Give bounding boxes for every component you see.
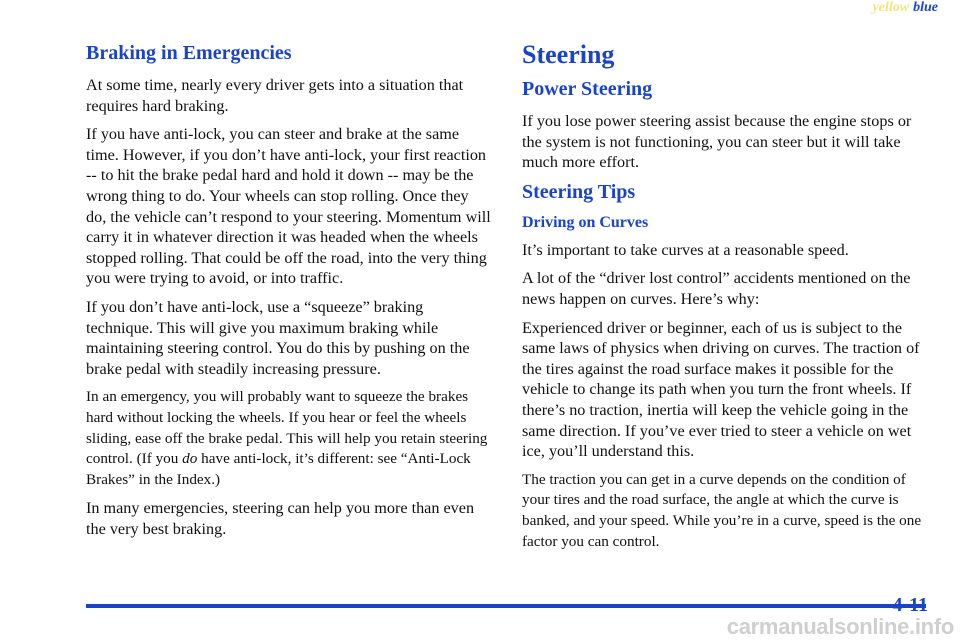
paragraph: The traction you can get in a curve depends on the condition of your tires and the road surface, the angle at which the curve is banked, and your speed. While you’re in a curve, speed is the one factor you can control.: [522, 470, 922, 550]
steering-tips-heading: Steering Tips: [522, 180, 636, 203]
paragraph: In many emergencies, steering can help you more than even the very best braking.: [86, 499, 475, 538]
paragraph: If you lose power steering assist because the engine stops or the system is not functioning, you can steer but it will take much more effort.: [522, 112, 912, 172]
braking-emergencies-heading: Braking in Emergencies: [86, 42, 292, 64]
italic-text: do: [182, 450, 198, 468]
paragraph: A lot of the “driver lost control” accidents mentioned on the news happen on curves. Here’s why:: [522, 269, 911, 308]
paragraph: At some time, nearly every driver gets into a situation that requires hard braking.: [86, 76, 464, 115]
color-word-blue: blue: [913, 0, 938, 15]
paragraph: Experienced driver or beginner, each of us is subject to the same laws of physics when driving on curves. The traction of the tires against the road surface makes it possible for the vehicle to change its path when you turn the front wheels. If there’s no traction, inertia will keep the vehicle going in the same direction. If you’ve ever tried to steer a vehicle on wet ice, you’ll understand this.: [522, 318, 920, 461]
paragraph: It’s important to take curves at a reasonable speed.: [522, 240, 849, 259]
site-watermark: carmanualsonline.info: [726, 614, 954, 639]
footer-rule: [86, 604, 926, 608]
right-column: [522, 38, 932, 560]
color-word-yellow: yellow: [872, 0, 910, 15]
color-registration-mark: [873, 0, 938, 16]
page-number: 4-11: [892, 594, 928, 616]
text-span: have anti-lock, it’s different: see “Anti-Lock Brakes” in the Index.): [86, 450, 471, 488]
left-column: [86, 38, 491, 547]
driving-on-curves-heading: Driving on Curves: [522, 213, 649, 231]
paragraph: If you have anti-lock, you can steer and brake at the same time. However, if you don’t have anti-lock, your first reaction -- to hit the brake pedal hard and hold it down -- may be the wrong thing to do. Your wheels can stop rolling. Once they do, the vehicle can’t respond to your steering. Momentum will carry it in whatever direction it was headed when the wheels stopped rolling. That could be off the road, into the very thing you were trying to avoid, or into traffic.: [86, 125, 491, 288]
paragraph: [86, 387, 491, 490]
text-span: In an emergency, you will probably want to squeeze the brakes hard without locking the wheels. If you hear or feel the wheels sliding, ease off the brake pedal. This will help you retain steering control. (If you: [86, 388, 488, 468]
power-steering-heading: Power Steering: [522, 78, 653, 100]
paragraph: If you don’t have anti-lock, use a “squeeze” braking technique. This will give you maximum braking while maintaining steering control. You do this by pushing on the brake pedal with steadily increasing pressure.: [86, 297, 470, 378]
steering-title: Steering: [522, 40, 615, 69]
